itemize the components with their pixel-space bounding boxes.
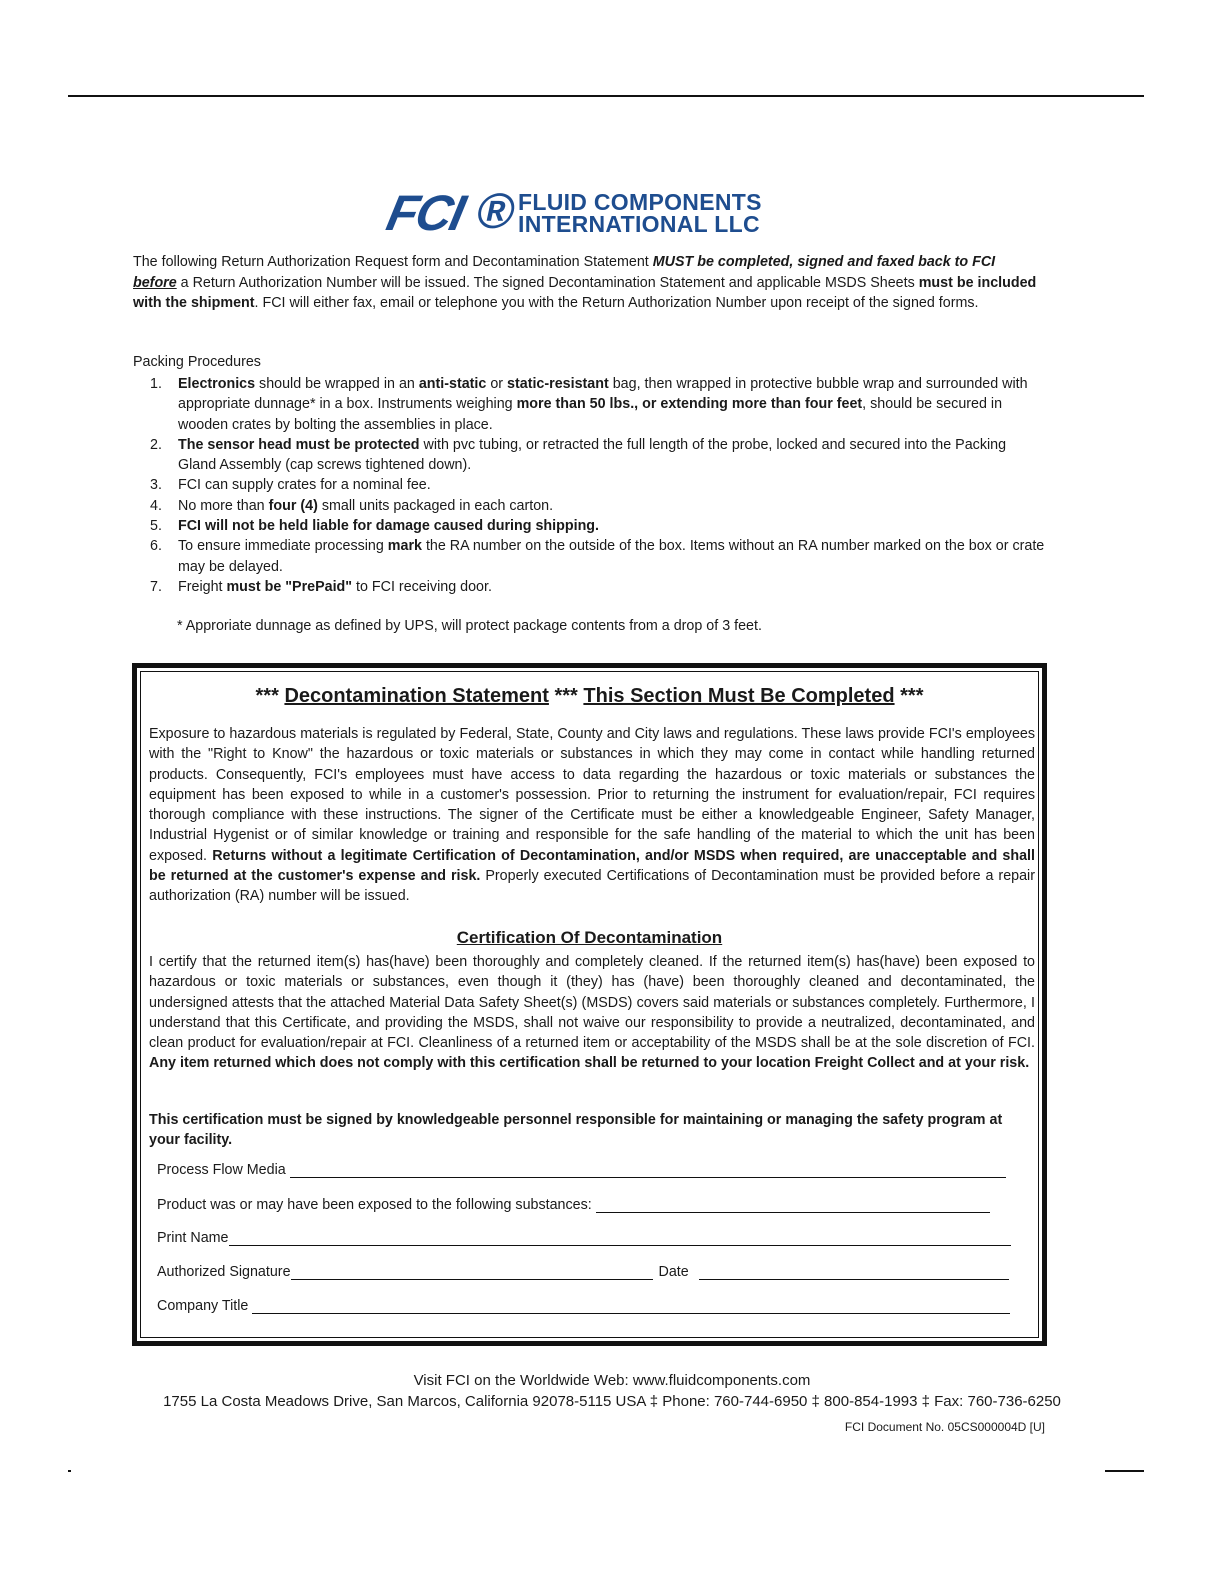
item-text: the RA number on the outside of the box. Items without an RA number marked on the box or crate may be delayed. (178, 538, 1045, 575)
item-bold: static-resistant (507, 376, 609, 392)
item-bold: FCI will not be held liable for damage caused during shipping. (178, 518, 600, 535)
field-label: Authorized Signature (157, 1264, 291, 1280)
exposure-text: Exposure to hazardous materials is regulated by Federal, State, County and City laws and regulations. These laws provide FCI's employees with the "Right to Know" the hazardous or toxic materials or substances in which they may come in contact while handling returned products. Consequently, FCI's employees must have access to data regarding the hazardous or toxic materials or substances the equipment has been exposed to while in a customer's possession. Prior to returning the instrument for evaluation/repair, FCI requires thorough compliance with these instructions. The signer of the Certificate must be either a knowledgeable Engineer, Safety Manager, Industrial Hygenist or of similar knowledge or training and responsible for the safe handling of the material to which the unit has been exposed. (149, 726, 1035, 864)
list-item (150, 374, 1045, 435)
item-bold: more than 50 lbs., or extending more than four feet (516, 396, 863, 413)
item-text: should be wrapped in an (255, 376, 419, 392)
item-text: No more than (178, 497, 269, 514)
list-item (150, 536, 1045, 577)
intro-before: before (133, 274, 177, 291)
print-name-line[interactable] (229, 1230, 1011, 1246)
signature-line[interactable] (291, 1264, 653, 1280)
item-text: Freight (178, 578, 227, 595)
item-text: To ensure immediate processing (178, 538, 388, 555)
exposed-substances-line[interactable] (596, 1197, 990, 1213)
item-number: 7. (150, 578, 162, 595)
item-number: 4. (150, 497, 162, 514)
certification-bold: Any item returned which does not comply with this certification shall be returned to your location Freight Collect and at your risk. (149, 1055, 1030, 1072)
item-number: 3. (150, 477, 162, 494)
exposure-end: Properly executed Certifications of Decontamination must be provided before a repair authorization (RA) number will be issued. (149, 868, 1035, 905)
dunnage-footnote: * Approriate dunnage as defined by UPS, will protect package contents from a drop of 3 feet. (177, 618, 762, 634)
date-label: Date (658, 1264, 689, 1280)
print-name-field[interactable] (157, 1230, 1011, 1246)
intro-text-1: The following Return Authorization Request form and Decontamination Statement (133, 254, 653, 270)
item-bold: mark (387, 538, 422, 555)
item-number: 2. (150, 436, 162, 453)
logo-company-name (518, 191, 762, 235)
footer-web: Visit FCI on the Worldwide Web: www.fluidcomponents.com (413, 1372, 811, 1389)
decontamination-heading (141, 685, 1038, 708)
top-rule (68, 95, 1144, 97)
item-number: 1. (150, 376, 162, 392)
decon-title: Decontamination Statement (284, 685, 549, 707)
packing-title: Packing Procedures (133, 354, 261, 370)
bottom-rule-left (68, 1470, 71, 1472)
item-text: bag, then wrapped in protective bubble wrap and surrounded with appropriate dunnage* in a box. Instruments weighing (178, 376, 1028, 413)
item-text: FCI can supply crates for a nominal fee. (178, 477, 431, 494)
stars: *** (554, 685, 578, 707)
certification-title: Certification Of Decontamination (456, 928, 723, 947)
exposure-bold: Returns without a legitimate Certification of Decontamination, and/or MSDS when required, are unacceptable and shall be returned at the customer's expense and risk. (149, 847, 1035, 885)
intro-bold: must be included with the shipment (133, 274, 1037, 311)
item-text: small units packaged in each carton. (317, 497, 554, 514)
item-number: 5. (150, 518, 162, 535)
field-label: Print Name (157, 1230, 229, 1246)
document-number: FCI Document No. 05CS000004D [U] (844, 1420, 1045, 1434)
process-flow-media-field[interactable] (157, 1162, 1006, 1178)
list-item (150, 475, 1045, 495)
intro-paragraph (133, 252, 1038, 314)
list-item (150, 516, 1045, 536)
item-bold: The sensor head must be protected (178, 436, 420, 453)
footer-address: 1755 La Costa Meadows Drive, San Marcos, California 92078-5115 USA ‡ Phone: 760-744-6950 ‡ 800-854-1993 ‡ Fax: 760-736-6250 (163, 1393, 1061, 1410)
registered-mark: ® (471, 183, 518, 239)
item-bold: must be "PrePaid" (226, 578, 353, 595)
item-text: to FCI receiving door. (352, 578, 492, 595)
item-text: or (486, 376, 508, 392)
item-bold: Electronics (178, 376, 256, 392)
field-label: Process Flow Media (157, 1162, 286, 1178)
signature-field[interactable] (157, 1264, 1009, 1280)
process-flow-media-line[interactable] (290, 1162, 1006, 1178)
decontamination-section (132, 663, 1047, 1346)
packing-list (150, 374, 1045, 597)
fci-logo (382, 183, 762, 241)
intro-text-2: a Return Authorization Number will be issued. The signed Decontamination Statement and applicable MSDS Sheets (176, 274, 919, 291)
exposed-substances-field[interactable] (157, 1197, 990, 1213)
decontamination-inner-border (140, 671, 1039, 1338)
item-bold: anti-static (418, 376, 487, 392)
sign-note: This certification must be signed by knowledgeable personnel responsible for maintaining or managing the safety program at your facility. (149, 1112, 1003, 1149)
stars: *** (255, 685, 279, 707)
item-number: 6. (150, 538, 162, 555)
field-label: Company Title (157, 1298, 249, 1314)
company-title-line[interactable] (252, 1298, 1010, 1314)
exposure-paragraph (149, 724, 1035, 907)
logo-mark-text: FCI (382, 185, 469, 241)
certification-text: I certify that the returned item(s) has(have) been thoroughly and completely cleaned. If the returned item(s) has(have) been exposed to hazardous or toxic materials or substances, even though it (they) has (have) been thoroughly cleaned and decontaminated, the undersigned attests that the attached Material Data Safety Sheet(s) (MSDS) covers said materials or substances completely. Furthermore, I understand that this Certificate, and providing the MSDS, shall not waive our responsibility to provide a neutralized, decontaminated, and clean product for evaluation/repair at FCI. Cleanliness of a returned item or acceptability of the MSDS shall be at the sole discretion of FCI. (149, 954, 1035, 1052)
item-text: with pvc tubing, or retracted the full length of the probe, locked and secured into the Packing Gland Assembly (cap screws tightened down). (178, 436, 1007, 474)
field-label: Product was or may have been exposed to the following substances: (157, 1197, 592, 1213)
list-item (150, 577, 1045, 597)
list-item (150, 435, 1045, 476)
date-line[interactable] (699, 1264, 1009, 1280)
intro-text-3: . FCI will either fax, email or telephone you with the Return Authorization Number upon receipt of the signed forms. (254, 295, 979, 311)
certification-paragraph (149, 952, 1035, 1074)
item-text: , should be secured in wooden crates by bolting the assemblies in place. (178, 396, 1003, 433)
company-title-field[interactable] (157, 1298, 1010, 1314)
intro-emphasis: MUST be completed, signed and faxed back to FCI (652, 254, 996, 270)
item-bold: four (4) (268, 497, 318, 514)
logo-line-2: INTERNATIONAL LLC (518, 211, 760, 237)
logo-line-1: FLUID COMPONENTS (518, 189, 762, 215)
must-complete-title: This Section Must Be Completed (583, 685, 895, 707)
stars: *** (900, 685, 924, 707)
fci-logo-mark (382, 183, 518, 241)
bottom-rule-right (1105, 1470, 1144, 1472)
list-item (150, 496, 1045, 516)
